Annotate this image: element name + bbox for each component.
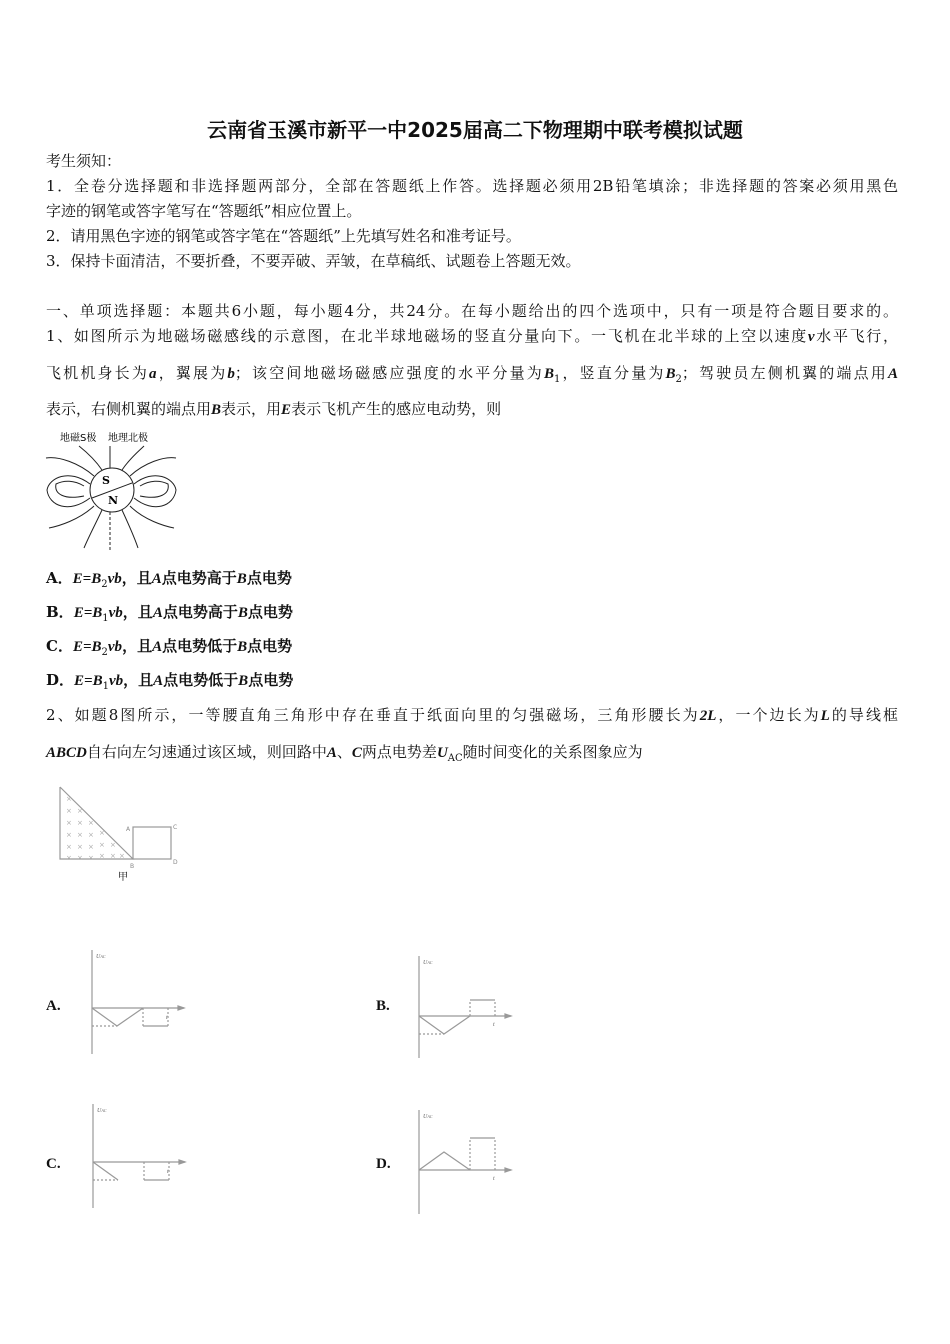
svg-text:×: × <box>88 854 94 862</box>
svg-text:t: t <box>493 1176 495 1182</box>
svg-text:×: × <box>77 854 83 862</box>
page-title: 云南省玉溪市新平一中2025届高二下物理期中联考模拟试题 <box>207 118 743 142</box>
q2-text: 2、如题8图所示，一等腰直角三角形中存在垂直于纸面向里的匀强磁场，三角形腰长为2L，一个边长为L的导线框 <box>46 706 898 724</box>
svg-text:B: B <box>130 863 135 870</box>
svg-text:×: × <box>99 829 105 837</box>
svg-text:UAC: UAC <box>423 1114 433 1120</box>
q2-text: ABCD自右向左匀速通过该区域，则回路中A、C两点电势差$U_{AC}$随时间变化的关系图象应为 <box>46 743 643 764</box>
q1-option-c[interactable]: C．$E=B_2vb$，且A点电势低于B点电势 <box>46 637 293 658</box>
q2-option-b-label[interactable]: B. <box>376 998 390 1014</box>
svg-text:UAC: UAC <box>423 960 433 966</box>
graph-option-a[interactable] <box>82 946 192 1058</box>
svg-text:×: × <box>99 852 105 860</box>
svg-text:×: × <box>110 841 116 849</box>
notice-heading: 考生须知： <box>46 152 122 170</box>
q1-option-a[interactable]: A．$E=B_2vb$，且A点电势高于B点电势 <box>46 569 292 590</box>
svg-text:t: t <box>493 1022 495 1028</box>
q2-option-d-label[interactable]: D. <box>376 1156 391 1172</box>
svg-text:×: × <box>66 795 72 803</box>
svg-text:UAC: UAC <box>96 954 106 960</box>
svg-text:地磁S极: 地磁S极 <box>60 433 97 444</box>
geomagnetic-field-figure <box>44 428 180 552</box>
q1-option-d[interactable]: D．$E=B_1vb$，且A点电势低于B点电势 <box>46 671 294 692</box>
q1-option-b[interactable]: B．$E=B_1vb$，且A点电势高于B点电势 <box>46 603 293 624</box>
notice-line: 字迹的钢笔或答字笔写在“答题纸”相应位置上。 <box>46 202 362 220</box>
svg-text:×: × <box>66 819 72 827</box>
svg-text:×: × <box>88 831 94 839</box>
svg-text:×: × <box>110 852 116 860</box>
svg-text:t: t <box>166 1015 168 1021</box>
svg-text:×: × <box>99 841 105 849</box>
svg-text:S: S <box>102 474 110 487</box>
svg-text:×: × <box>88 819 94 827</box>
notice-line: 1．全卷分选择题和非选择题两部分，全部在答题纸上作答。选择题必须用2B铅笔填涂；非选择题的答案必须用黑色 <box>46 177 898 195</box>
graph-option-d[interactable] <box>409 1108 519 1220</box>
notice-line: 2．请用黑色字迹的钢笔或答字笔在“答题纸”上先填写姓名和准考证号。 <box>46 227 521 245</box>
svg-text:C: C <box>173 824 178 831</box>
svg-text:×: × <box>88 843 94 851</box>
svg-text:A: A <box>126 826 131 833</box>
q2-option-a-label[interactable]: A. <box>46 998 61 1014</box>
graph-option-c[interactable] <box>83 1100 193 1212</box>
q1-text: 1、如图所示为地磁场磁感线的示意图，在北半球地磁场的竖直分量向下。一飞机在北半球的上空以速度v水平飞行， <box>46 327 898 345</box>
svg-text:×: × <box>66 854 72 862</box>
notice-line: 3．保持卡面清洁，不要折叠，不要弄破、弄皱，在草稿纸、试题卷上答题无效。 <box>46 252 581 270</box>
svg-text:×: × <box>77 831 83 839</box>
graph-option-b[interactable] <box>409 954 519 1066</box>
svg-text:N: N <box>108 494 119 507</box>
svg-text:t: t <box>167 1169 169 1175</box>
triangle-field-figure <box>50 782 190 882</box>
svg-text:UAC: UAC <box>97 1108 107 1114</box>
svg-text:×: × <box>77 843 83 851</box>
svg-text:×: × <box>66 843 72 851</box>
svg-text:×: × <box>77 807 83 815</box>
q2-option-c-label[interactable]: C. <box>46 1156 61 1172</box>
svg-text:地理北极: 地理北极 <box>108 433 148 444</box>
section-heading: 一、单项选择题：本题共6小题，每小题4分，共24分。在每小题给出的四个选项中，只有一项是符合题目要求的。 <box>46 302 898 320</box>
svg-text:×: × <box>77 819 83 827</box>
svg-text:×: × <box>119 852 125 860</box>
q1-text: 飞机机身长为a，翼展为b；该空间地磁场磁感应强度的水平分量为$B_1$，竖直分量为$B_2$；驾驶员左侧机翼的端点用A <box>46 364 898 385</box>
svg-text:×: × <box>66 831 72 839</box>
svg-text:甲: 甲 <box>118 872 128 882</box>
svg-text:×: × <box>66 807 72 815</box>
svg-text:D: D <box>173 859 178 866</box>
q1-text: 表示，右侧机翼的端点用B表示，用E表示飞机产生的感应电动势，则 <box>46 400 502 418</box>
